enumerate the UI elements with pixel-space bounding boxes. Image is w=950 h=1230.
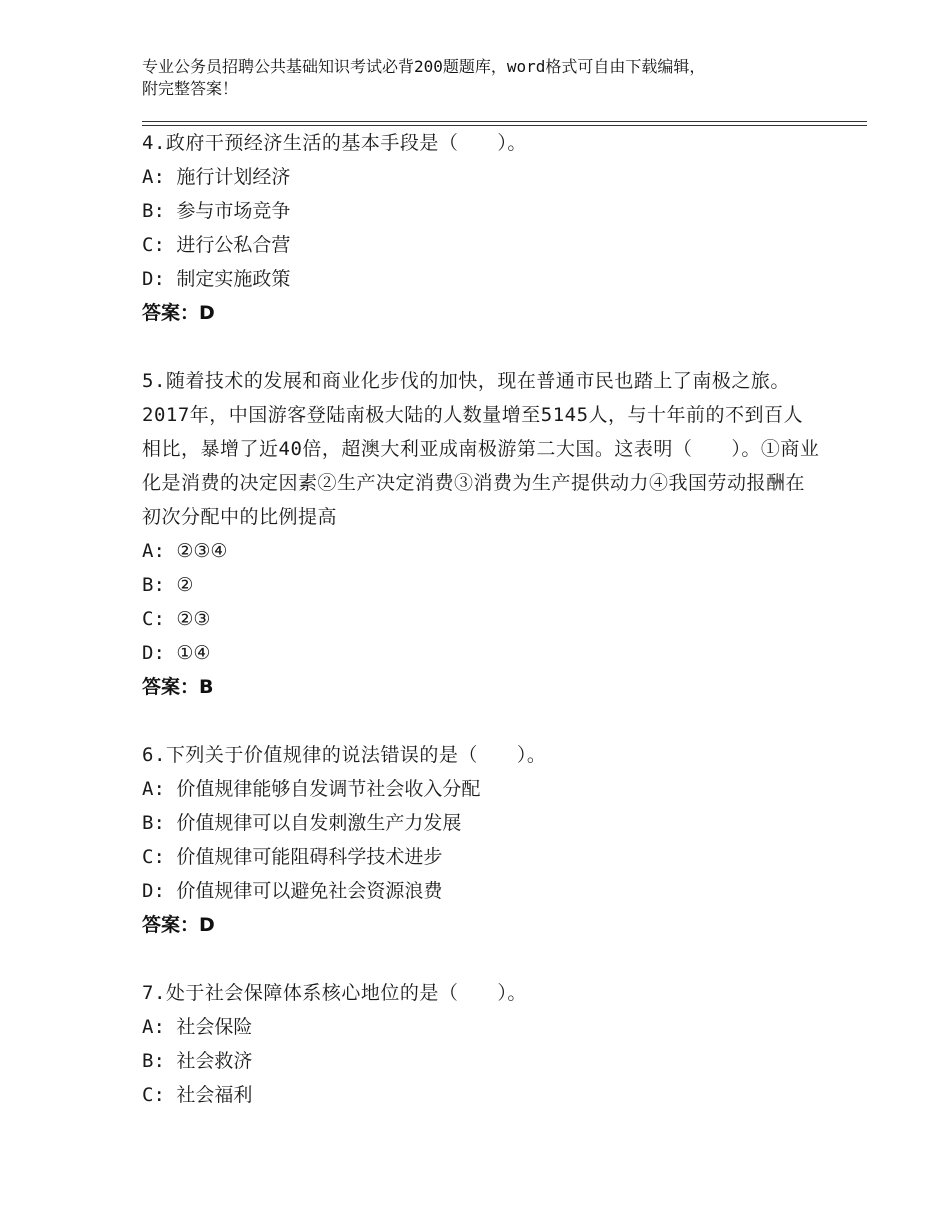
answer-option: B: 社会救济 bbox=[142, 1050, 253, 1072]
document-header bbox=[142, 56, 842, 100]
answer-option: A: 施行计划经济 bbox=[142, 166, 291, 188]
answer-option: B: ② bbox=[142, 574, 194, 596]
question-stem: 7.处于社会保障体系核心地位的是（ ）。 bbox=[142, 982, 527, 1004]
answer-option: A: 价值规律能够自发调节社会收入分配 bbox=[142, 778, 481, 800]
answer-option: B: 参与市场竞争 bbox=[142, 200, 291, 222]
answer-option: D: ①④ bbox=[142, 642, 211, 664]
answer-option: A: 社会保险 bbox=[142, 1016, 253, 1038]
answer-key: 答案：B bbox=[142, 676, 214, 698]
answer-option: B: 价值规律可以自发刺激生产力发展 bbox=[142, 812, 462, 834]
answer-option: C: 进行公私合营 bbox=[142, 234, 291, 256]
answer-key: 答案：D bbox=[142, 914, 215, 936]
question-stem: 5.随着技术的发展和商业化步伐的加快，现在普通市民也踏上了南极之旅。2017年，中国游客登陆南极大陆的人数量增至5145人，与十年前的不到百人相比，暴增了近40倍，超澳大利亚成南极游第二大国。这表明（ ）。①商业化是消费的决定因素②生产决定消费③消费为生产提供动力④我国劳动报酬在初次分配中的比例提高 bbox=[142, 370, 820, 528]
question-stem: 6.下列关于价值规律的说法错误的是（ ）。 bbox=[142, 744, 547, 766]
question-block bbox=[142, 364, 822, 704]
answer-option: C: 社会福利 bbox=[142, 1084, 253, 1106]
answer-option: C: ②③ bbox=[142, 608, 211, 630]
header-divider-top bbox=[142, 121, 867, 122]
header-line-2: 附完整答案！ bbox=[142, 79, 239, 98]
question-block bbox=[142, 738, 822, 942]
question-list bbox=[142, 126, 822, 1146]
question-block bbox=[142, 976, 822, 1112]
answer-option: D: 价值规律可以避免社会资源浪费 bbox=[142, 880, 443, 902]
answer-option: A: ②③④ bbox=[142, 540, 228, 562]
header-line-1: 专业公务员招聘公共基础知识考试必背200题题库，word格式可自由下载编辑， bbox=[142, 57, 706, 76]
question-block bbox=[142, 126, 822, 330]
answer-option: C: 价值规律可能阻碍科学技术进步 bbox=[142, 846, 443, 868]
answer-option: D: 制定实施政策 bbox=[142, 268, 291, 290]
answer-key: 答案：D bbox=[142, 302, 215, 324]
question-stem: 4.政府干预经济生活的基本手段是（ ）。 bbox=[142, 132, 527, 154]
